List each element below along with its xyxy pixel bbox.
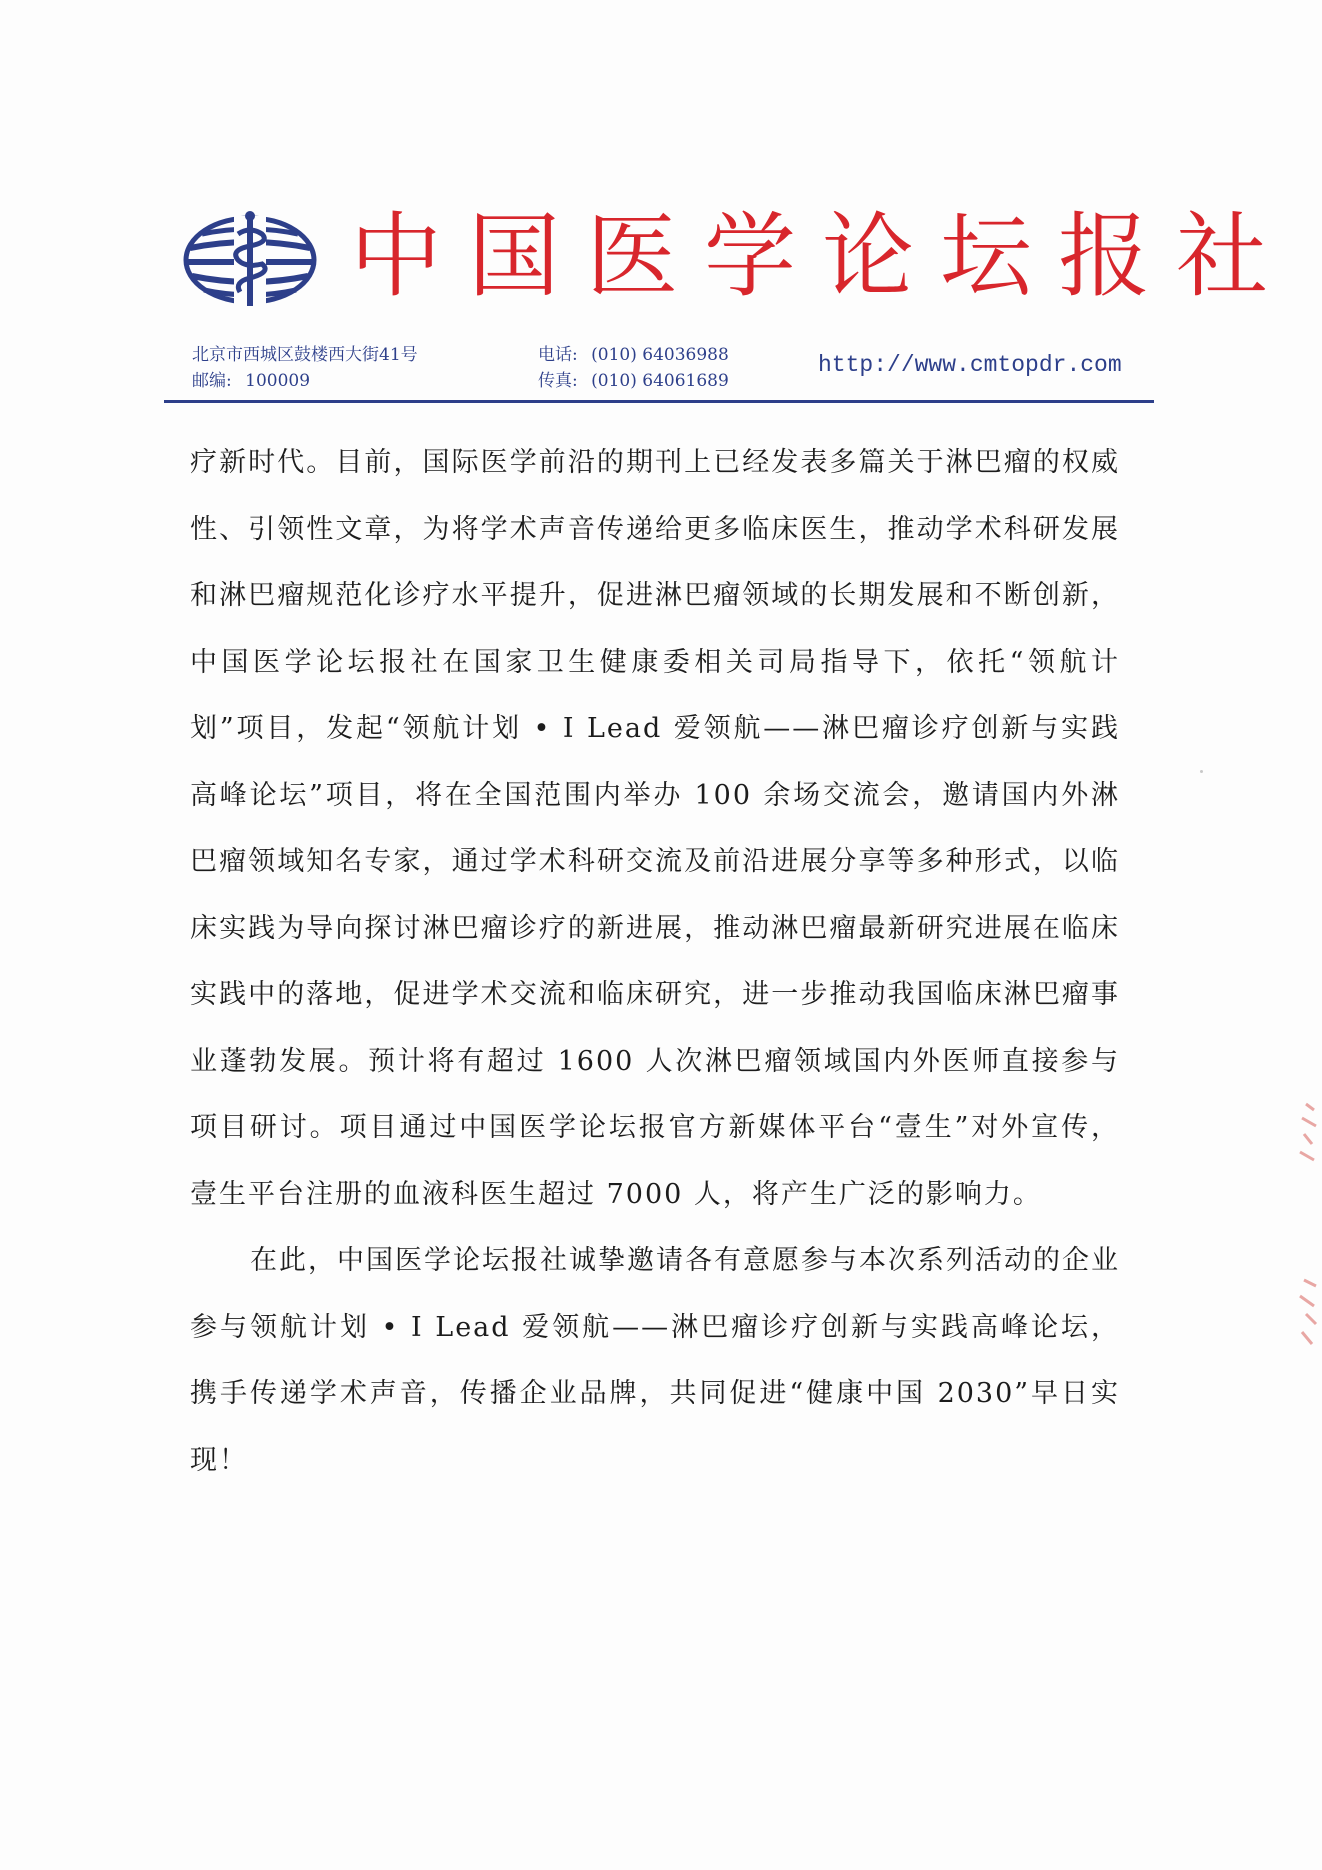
body-paragraph: 在此，中国医学论坛报社诚挚邀请各有意愿参与本次系列活动的企业参与领航计划 • I Lead 爱领航——淋巴瘤诊疗创新与实践高峰论坛，携手传递学术声音，传播企业品牌，共同促进“健康中国 2030”早日实现！ bbox=[190, 1245, 1120, 1476]
stamp-mark bbox=[1292, 1100, 1320, 1360]
postcode-line bbox=[192, 368, 418, 394]
org-name: 中国医学论坛报社 bbox=[350, 203, 1295, 310]
postcode-label: 邮编: bbox=[192, 371, 232, 391]
letterhead bbox=[160, 200, 1295, 410]
caduceus-globe-icon bbox=[180, 210, 320, 310]
scan-speck bbox=[1200, 770, 1203, 773]
address: 北京市西城区鼓楼西大街41号 bbox=[192, 345, 418, 365]
postcode: 100009 bbox=[245, 371, 311, 391]
body-paragraph: 疗新时代。目前，国际医学前沿的期刊上已经发表多篇关于淋巴瘤的权威性、引领性文章，为将学术声音传递给更多临床医生，推动学术科研发展和淋巴瘤规范化诊疗水平提升，促进淋巴瘤领域的长期发展和不断创新，中国医学论坛报社在国家卫生健康委相关司局指导下，依托“领航计划”项目，发起“领航计划 • I Lead 爱领航——淋巴瘤诊疗创新与实践高峰论坛”项目，将在全国范围内举办 100 余场交流会，邀请国内外淋巴瘤领域知名专家，通过学术科研交流及前沿进展分享等多种形式，以临床实践为导向探讨淋巴瘤诊疗的新进展，推动淋巴瘤最新研究进展在临床实践中的落地，促进学术交流和临床研究，进一步推动我国临床淋巴瘤事业蓬勃发展。预计将有超过 1600 人次淋巴瘤领域国内外医师直接参与项目研讨。项目通过中国医学论坛报官方新媒体平台“壹生”对外宣传，壹生平台注册的血液科医生超过 7000 人，将产生广泛的影响力。 bbox=[190, 447, 1120, 1210]
header-divider bbox=[164, 400, 1154, 403]
phone: (010) 64036988 bbox=[591, 345, 729, 365]
website-link[interactable]: http://www.cmtopdr.com bbox=[818, 352, 1122, 378]
fax-line bbox=[538, 368, 729, 394]
phone-line bbox=[538, 342, 729, 368]
fax: (010) 64061689 bbox=[591, 371, 729, 391]
address-block bbox=[192, 342, 418, 394]
phone-label: 电话: bbox=[538, 345, 578, 365]
phone-fax-block bbox=[538, 342, 729, 394]
fax-label: 传真: bbox=[538, 371, 578, 391]
letter-body bbox=[190, 430, 1120, 1494]
